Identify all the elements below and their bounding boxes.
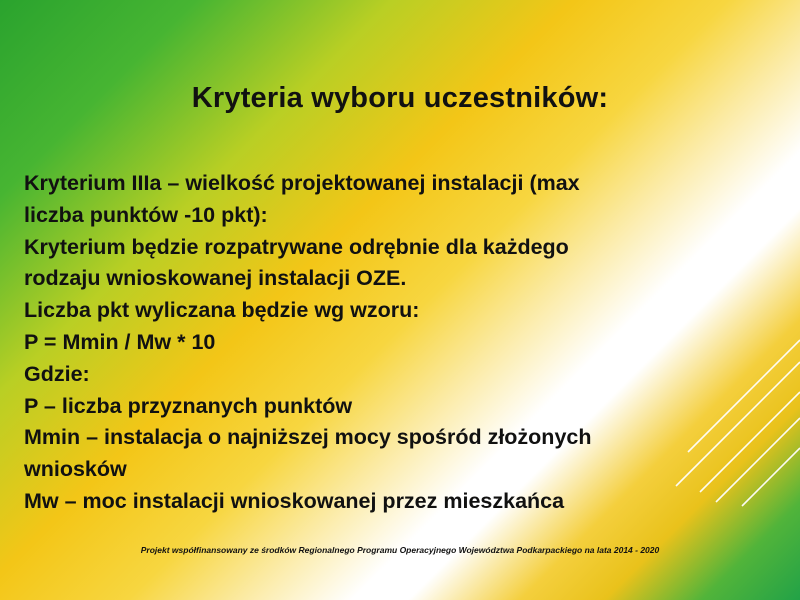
body-line: Kryterium będzie rozpatrywane odrębnie dla każdego [24,234,569,259]
body-line: rodzaju wnioskowanej instalacji OZE. [24,266,407,291]
body-line: wniosków [24,457,127,482]
body-line: Mw – moc instalacji wnioskowanej przez mieszkańca [24,488,565,513]
formula-line: P = Mmin / Mw * 10 [24,329,216,354]
slide-footer: Projekt współfinansowany ze środków Regionalnego Programu Operacyjnego Województwa Podkarpackiego na lata 2014 - 2020 [140,545,660,555]
body-line: liczba punktów -10 pkt): [24,202,268,227]
body-line: P – liczba przyznanych punktów [24,393,353,418]
body-line: Liczba pkt wyliczana będzie wg wzoru: [24,298,420,323]
body-line: Gdzie: [24,361,90,386]
body-line: Mmin – instalacja o najniższej mocy spośród złożonych [24,425,592,450]
body-line: Kryterium IIIa – wielkość projektowanej instalacji (max [24,171,580,195]
slide-title: Kryteria wyboru uczestników: [191,82,609,114]
slide-body [24,168,776,518]
